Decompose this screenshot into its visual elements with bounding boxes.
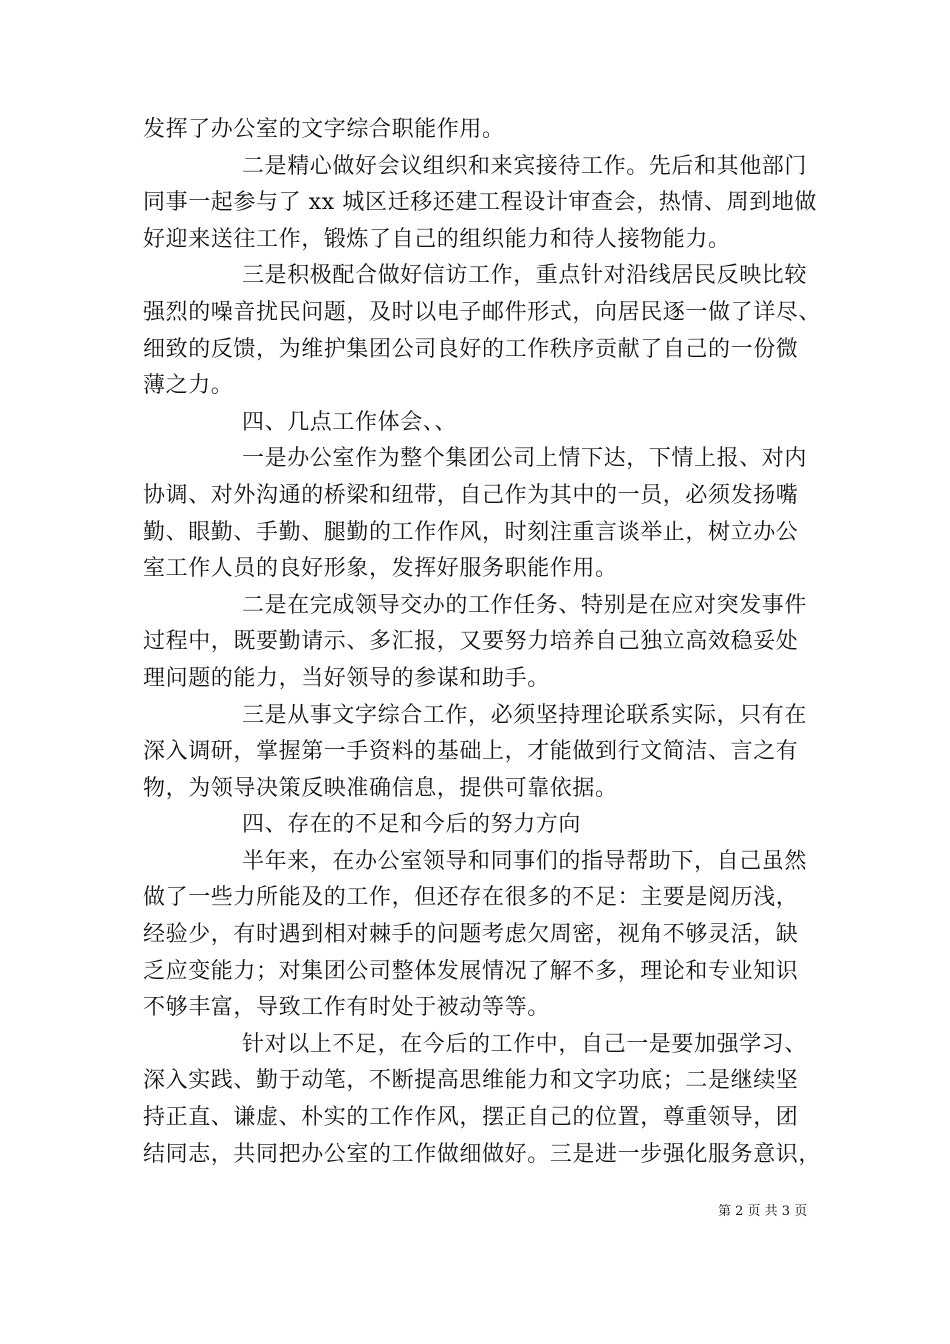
text-line: 二是在完成领导交办的工作任务、特别是在应对突发事件 [242, 592, 808, 618]
text-line: 薄之力。 [143, 373, 234, 399]
text-line: 三是积极配合做好信访工作，重点针对沿线居民反映比较 [242, 263, 808, 289]
text-line: 协调、对外沟通的桥梁和纽带，自己作为其中的一员，必须发扬嘴 [143, 482, 799, 508]
text-line: 不够丰富，导致工作有时处于被动等等。 [143, 995, 550, 1021]
text-line: 针对以上不足，在今后的工作中，自己一是要加强学习、 [242, 1031, 808, 1057]
text-line: 乏应变能力；对集团公司整体发展情况了解不多，理论和专业知识 [143, 958, 799, 984]
text-line: 做了一些力所能及的工作，但还存在很多的不足：主要是阅历浅， [143, 885, 799, 911]
text-line: 结同志，共同把办公室的工作做细做好。三是进一步强化服务意识， [143, 1141, 822, 1167]
text-line: 半年来，在办公室领导和同事们的指导帮助下，自己虽然 [242, 848, 808, 874]
text-line: 二是精心做好会议组织和来宾接待工作。先后和其他部门 [242, 153, 808, 179]
body-text [143, 112, 833, 1173]
text-line: 过程中，既要勤请示、多汇报，又要努力培养自己独立高效稳妥处 [143, 629, 799, 655]
text-line: 经验少，有时遇到相对棘手的问题考虑欠周密，视角不够灵活，缺 [143, 922, 799, 948]
text-line: 勤、眼勤、手勤、腿勤的工作作风，时刻注重言谈举止，树立办公 [143, 519, 799, 545]
text-line: 物，为领导决策反映准确信息，提供可靠依据。 [143, 775, 618, 801]
text-line: 同事一起参与了 xx 城区迁移还建工程设计审查会，热情、周到地做 [143, 190, 818, 216]
text-line: 好迎来送往工作，锻炼了自己的组织能力和待人接物能力。 [143, 226, 731, 252]
text-line: 持正直、谦虚、朴实的工作作风，摆正自己的位置，尊重领导，团 [143, 1105, 799, 1131]
text-line: 四、几点工作体会、、 [242, 409, 458, 435]
text-line: 强烈的噪音扰民问题，及时以电子邮件形式，向居民逐一做了详尽、 [143, 299, 822, 325]
text-line: 细致的反馈，为维护集团公司良好的工作秩序贡献了自己的一份微 [143, 336, 799, 362]
page-number: 第 2 页 共 3 页 [718, 1204, 808, 1219]
text-line: 深入实践、勤于动笔，不断提高思维能力和文字功底；二是继续坚 [143, 1068, 799, 1094]
text-line: 理问题的能力，当好领导的参谋和助手。 [143, 665, 550, 691]
text-line: 一是办公室作为整个集团公司上情下达，下情上报、对内 [242, 446, 808, 472]
text-line: 发挥了办公室的文字综合职能作用。 [143, 117, 505, 142]
text-line: 三是从事文字综合工作，必须坚持理论联系实际，只有在 [242, 702, 808, 728]
text-line: 四、存在的不足和今后的努力方向 [242, 812, 582, 838]
text-line: 室工作人员的良好形象，发挥好服务职能作用。 [143, 556, 618, 582]
text-line: 深入调研，掌握第一手资料的基础上，才能做到行文简洁、言之有 [143, 739, 799, 765]
